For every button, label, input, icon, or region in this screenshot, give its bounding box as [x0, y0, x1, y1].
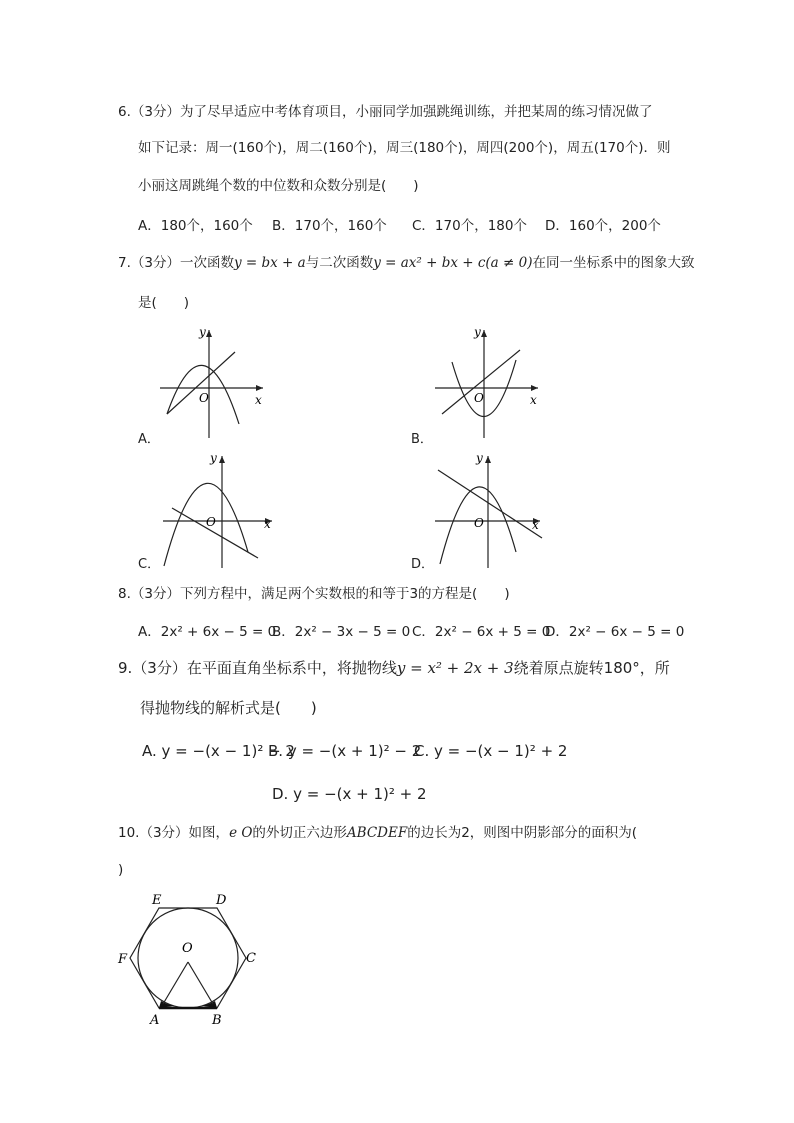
- q9-text-a: 9.（3分）在平面直角坐标系中，将抛物线: [118, 659, 397, 677]
- q6-line1: 6.（3分）为了尽早适应中考体育项目，小丽同学加强跳绳训练，并把某周的练习情况做了: [118, 104, 653, 120]
- origin-label: O: [206, 515, 216, 529]
- q6-option-d: D．160个，200个: [545, 218, 661, 234]
- q9-option-d: D. y = −(x + 1)² + 2: [272, 785, 427, 803]
- q10-text-c: 的外切正六边形: [252, 825, 347, 841]
- label-f: F: [118, 952, 128, 967]
- q9-line1: [118, 658, 670, 678]
- q7-line2: 是( ): [138, 295, 190, 311]
- label-a: A: [150, 1013, 160, 1028]
- y-axis-label: y: [474, 325, 481, 339]
- q10-text-e: 的边长为2，则图中阴影部分的面积为(: [407, 825, 638, 841]
- label-c: C: [246, 951, 256, 966]
- q7-text-c: 与二次函数: [305, 255, 374, 271]
- q9-option-a: A. y = −(x − 1)² − 2: [142, 742, 295, 760]
- q8-option-a: A．2x² + 6x − 5 = 0: [138, 624, 277, 640]
- x-axis-label: x: [530, 393, 537, 407]
- label-o: O: [182, 941, 193, 956]
- q10-line1: [118, 823, 637, 843]
- q6-option-c: C．170个，180个: [412, 218, 527, 234]
- label-e: E: [152, 893, 162, 908]
- q7-linear-function: y = bx + a: [233, 255, 306, 271]
- q8-option-c: C．2x² − 6x + 5 = 0: [412, 624, 551, 640]
- q7-line1: [118, 253, 694, 273]
- q7-graph-b: [430, 322, 550, 444]
- inscribed-circle: [138, 908, 238, 1008]
- q9-option-b: B. y = −(x + 1)² − 2: [268, 742, 422, 760]
- x-axis-label: x: [264, 517, 271, 531]
- q10-circle-symbol: e O: [229, 825, 253, 841]
- q10-line2: ): [118, 862, 124, 878]
- q10-text-a: 10.（3分）如图，: [118, 825, 230, 841]
- origin-label: O: [199, 391, 209, 405]
- q7-graph-d-label: D．: [411, 557, 435, 572]
- q7-graph-a-label: A．: [138, 432, 160, 447]
- q9-parabola: y = x² + 2x + 3: [396, 659, 514, 677]
- q6-line2: 如下记录：周一(160个)，周二(160个)，周三(180个)，周四(200个)，周五(170个)．则: [138, 140, 671, 156]
- y-axis-label: y: [210, 451, 217, 465]
- label-b: B: [212, 1013, 222, 1028]
- q7-graph-c-label: C．: [138, 557, 161, 572]
- origin-label: O: [474, 516, 484, 530]
- q7-text-a: 7.（3分）一次函数: [118, 255, 234, 271]
- label-d: D: [216, 893, 227, 908]
- q6-line3: 小丽这周跳绳个数的中位数和众数分别是( ): [138, 178, 419, 194]
- y-axis-label: y: [476, 451, 483, 465]
- q7-quadratic-function: y = ax² + bx + c(a ≠ 0): [373, 255, 533, 271]
- q10-hexagon-name: ABCDEF: [346, 825, 408, 841]
- origin-label: O: [474, 391, 484, 405]
- q10-hexagon-figure: [112, 888, 272, 1030]
- q7-graph-c: [160, 448, 280, 570]
- q6-option-b: B．170个，160个: [272, 218, 387, 234]
- q8-option-b: B．2x² − 3x − 5 = 0: [272, 624, 411, 640]
- q9-text-c: 绕着原点旋转180°，所: [513, 659, 670, 677]
- q7-graph-b-label: B．: [411, 432, 433, 447]
- q7-graph-d: [432, 448, 552, 570]
- x-axis-label: x: [255, 393, 262, 407]
- q9-line2: 得抛物线的解析式是( ): [140, 699, 317, 717]
- x-axis-label: x: [532, 518, 539, 532]
- q8-option-d: D．2x² − 6x − 5 = 0: [545, 624, 685, 640]
- hexagon-shape: [130, 908, 246, 1008]
- q7-text-e: 在同一坐标系中的图象大致: [532, 255, 695, 271]
- y-axis-label: y: [199, 325, 206, 339]
- q6-option-a: A．180个，160个: [138, 218, 253, 234]
- q8-line1: 8.（3分）下列方程中，满足两个实数根的和等于3的方程是( ): [118, 586, 510, 602]
- q7-graph-a: [155, 322, 275, 444]
- q9-option-c: C. y = −(x − 1)² + 2: [414, 742, 568, 760]
